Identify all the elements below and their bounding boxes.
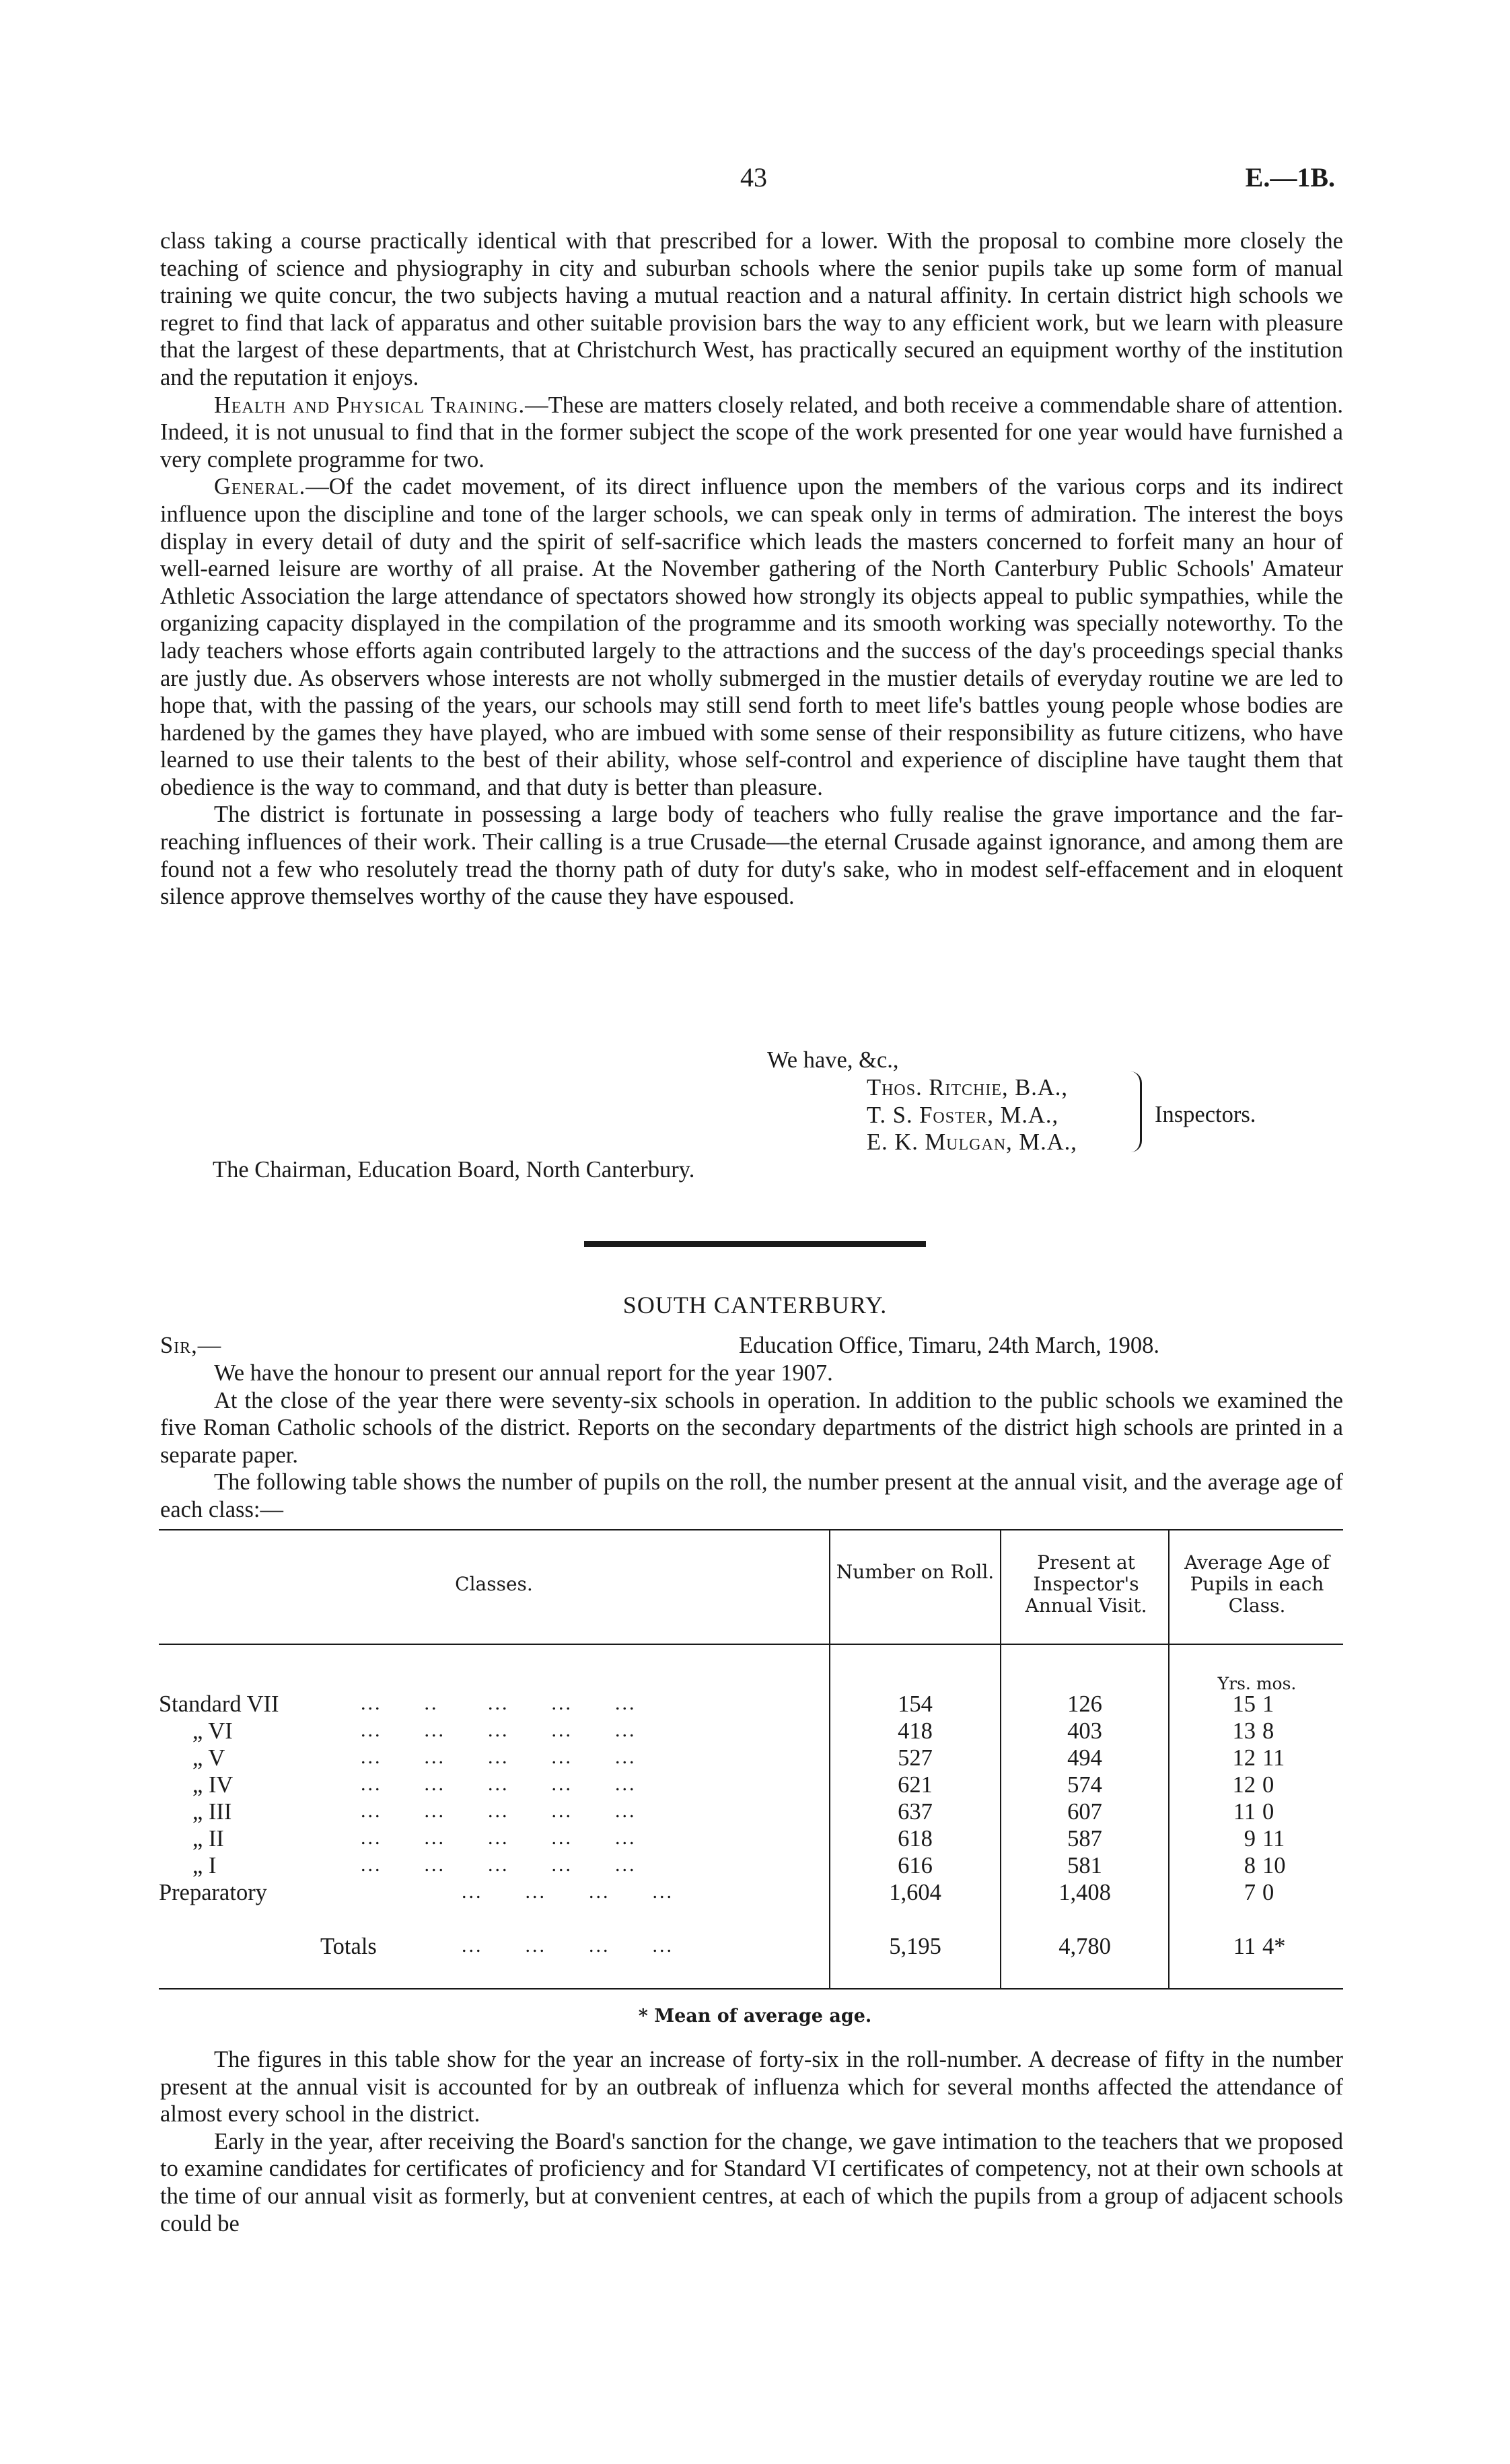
age-months-total: 4* [1262, 1934, 1286, 1959]
column-divider [1000, 1529, 1001, 1990]
health-heading: Health and Physical Training. [214, 392, 526, 418]
row-label: Standard VII [159, 1691, 279, 1717]
age-years: 11 [1233, 1799, 1256, 1825]
general-body: —Of the cadet movement, of its direct influence upon the members of the various corps and its indirect influence upon the discipline and tone of the larger schools, we can speak only in terms of admiration. The interest the boys display in every detail of duty and the spirit of self-sacrifice which leads the masters concerned to forfeit many an hour of well-earned leisure are worthy of all praise. At the November gathering of the North Canterbury Public Schools' Amateur Athletic Association the large attendance of spectators showed how strongly its objects appeal to public sympathies, while the organizing capacity displayed in the compilation of the programme and its smooth working was specially noteworthy. To the lady teachers whose efforts again contributed largely to the attractions and the success of the day's proceedings special thanks are justly due. As observers whose interests are not wholly submerged in the mustier details of everyday routine we are led to hope that, with the passing of the years, our schools may still send forth to meet life's battles young people whose bodies are hardened by the games they have played, who are imbued with some sense of their responsibility as future citizens, who have learned to use their talents to the best of their ability, whose self-control and experience of discipline have taught them that obedience is the way to command, and that duty is better than pleasure. [160, 474, 1343, 800]
roll-value: 154 [898, 1691, 933, 1717]
dateline: Education Office, Timaru, 24th March, 1908. [739, 1333, 1160, 1358]
row-label: „ VI [192, 1718, 233, 1744]
signature-salutation: We have, &c., [767, 1047, 899, 1073]
leader-dots: ... ... ... ... [462, 1880, 674, 1903]
age-months: 11 [1262, 1826, 1285, 1852]
present-value: 494 [1067, 1745, 1102, 1771]
addressee: The Chairman, Education Board, North Canterbury. [213, 1157, 695, 1183]
present-value: 126 [1067, 1691, 1102, 1717]
roll-value: 618 [898, 1826, 933, 1852]
roll-value: 616 [898, 1853, 933, 1878]
leader-dots: ... ... ... ... ... [361, 1827, 637, 1849]
paragraph-centres: Early in the year, after receiving the Board's sanction for the change, we gave intimation to the teachers that we proposed to examine candidates for certificates of proficiency and for Standard VI certificates of competency, not at their own schools at the time of our annual visit as formerly, but at convenient centres, at each of which the pupils from a group of adjacent schools could be [160, 2128, 1343, 2237]
south-canterbury-body-text [160, 2046, 1343, 2237]
present-value: 581 [1067, 1853, 1102, 1878]
age-years: 7 [1244, 1880, 1256, 1905]
signatory-name: E. K. Mulgan, M.A., [867, 1129, 1077, 1156]
header-average-age: Average Age of Pupils in each Class. [1184, 1551, 1330, 1617]
table-bottom-rule [159, 1988, 1343, 1990]
age-years: 15 [1232, 1691, 1256, 1717]
leader-dots: ... ... ... ... [462, 1934, 674, 1957]
pupils-table [159, 1529, 1343, 1990]
row-label: Preparatory [159, 1880, 267, 1905]
column-divider [829, 1529, 830, 1990]
signatory-list [867, 1074, 1077, 1156]
age-years: 9 [1244, 1826, 1256, 1852]
paragraph-schools: At the close of the year there were seventy-six schools in operation. In addition to the public schools we examined the five Roman Catholic schools of the district. Reports on the secondary departments of the district high schools are printed in a separate paper. [160, 1387, 1343, 1468]
present-value: 1,408 [1058, 1880, 1111, 1905]
roll-value: 527 [898, 1745, 933, 1771]
leader-dots: ... ... ... ... ... [361, 1746, 637, 1768]
salutation: Sir,— [160, 1333, 222, 1358]
signatory-name: T. S. Foster, M.A., [867, 1102, 1059, 1128]
row-label: „ II [192, 1826, 224, 1852]
present-value: 574 [1067, 1772, 1102, 1798]
header-classes: Classes. [455, 1573, 533, 1595]
age-years: 8 [1244, 1853, 1256, 1878]
roll-value: 637 [898, 1799, 933, 1825]
age-years-total: 11 [1233, 1934, 1256, 1959]
present-value: 403 [1067, 1718, 1102, 1744]
paragraph-general [160, 473, 1343, 801]
header-roll: Number on Roll. [836, 1561, 995, 1583]
leader-dots: ... ... ... ... ... [361, 1773, 637, 1795]
leader-dots: ... ... ... ... ... [361, 1800, 637, 1822]
age-months: 0 [1262, 1772, 1274, 1798]
row-label: „ III [192, 1799, 232, 1825]
paragraph-honour: We have the honour to present our annual report for the year 1907. [214, 1360, 833, 1386]
section-title: SOUTH CANTERBURY. [622, 1292, 888, 1318]
roll-value: 418 [898, 1718, 933, 1744]
north-canterbury-report-text [160, 227, 1343, 911]
present-total: 4,780 [1058, 1934, 1111, 1959]
signatory-role: Inspectors. [1155, 1102, 1256, 1127]
age-units: Yrs. mos. [1217, 1674, 1297, 1693]
table-footnote: * Mean of average age. [638, 2006, 872, 2027]
age-months: 0 [1262, 1880, 1274, 1905]
header-present: Present at Inspector's Annual Visit. [1025, 1551, 1147, 1617]
row-label: „ V [192, 1745, 225, 1771]
age-months: 8 [1262, 1718, 1274, 1744]
present-value: 587 [1067, 1826, 1102, 1852]
present-value: 607 [1067, 1799, 1102, 1825]
totals-label: Totals [320, 1934, 377, 1959]
age-years: 12 [1232, 1772, 1256, 1798]
row-label: „ I [192, 1853, 217, 1878]
roll-value: 621 [898, 1772, 933, 1798]
paragraph-health [160, 392, 1343, 474]
leader-dots: ... ... ... ... ... [361, 1854, 637, 1876]
paragraph-intro: class taking a course practically identical with that prescribed for a lower. With the proposal to combine more closely the teaching of science and physiography in city and suburban schools where the senior pupils take up some form of manual training we quite concur, the two subjects having a mutual reaction and a natural affinity. In certain district high schools we regret to find that lack of apparatus and other suitable provision bars the way to any efficient work, but we learn with pleasure that the largest of these departments, that at Christchurch West, has practically secured an equipment worthy of the institution and the reputation it enjoys. [160, 228, 1343, 390]
table-header-rule [159, 1644, 1343, 1645]
age-months: 1 [1262, 1691, 1274, 1717]
paragraph-closing: The district is fortunate in possessing a large body of teachers who fully realise the grave importance and the far-reaching influences of their work. Their calling is a true Crusade—the eternal Crusade against ignorance, and among them are found not a few who resolutely tread the thorny path of duty for duty's sake, who in modest self-effacement and in eloquent silence approve themselves worthy of the cause they have espoused. [160, 802, 1343, 910]
roll-total: 5,195 [889, 1934, 941, 1959]
page-number: 43 [740, 162, 767, 192]
age-years: 13 [1232, 1718, 1256, 1744]
general-heading: General. [214, 474, 306, 500]
health-body: —These are matters closely related, and both receive a commendable share of attention. Indeed, it is not unusual to find that in the former subject the scope of the work presented for one year would have furnished a very complete programme for two. [160, 392, 1343, 472]
leader-dots: ... .. ... ... ... [361, 1692, 637, 1714]
signatory-name: Thos. Ritchie, B.A., [867, 1075, 1069, 1100]
row-label: „ IV [192, 1772, 233, 1798]
age-years: 12 [1232, 1745, 1256, 1771]
section-divider [584, 1241, 926, 1247]
age-months: 10 [1262, 1853, 1286, 1878]
south-canterbury-intro-text [160, 1360, 1343, 1524]
age-months: 0 [1262, 1799, 1274, 1825]
leader-dots: ... ... ... ... ... [361, 1719, 637, 1741]
paragraph-table-intro: The following table shows the number of pupils on the roll, the number present at the annual visit, and the average age of each class:— [160, 1469, 1343, 1522]
document-reference: E.—1B. [1245, 162, 1335, 192]
column-divider [1168, 1529, 1170, 1990]
table-top-rule [159, 1529, 1343, 1530]
age-months: 11 [1262, 1745, 1285, 1771]
signature-brace [1130, 1071, 1142, 1152]
roll-value: 1,604 [889, 1880, 941, 1905]
paragraph-figures: The figures in this table show for the year an increase of forty-six in the roll-number. A decrease of fifty in the number present at the annual visit is accounted for by an outbreak of influenza which for several months affected the attendance of almost every school in the district. [160, 2047, 1343, 2127]
